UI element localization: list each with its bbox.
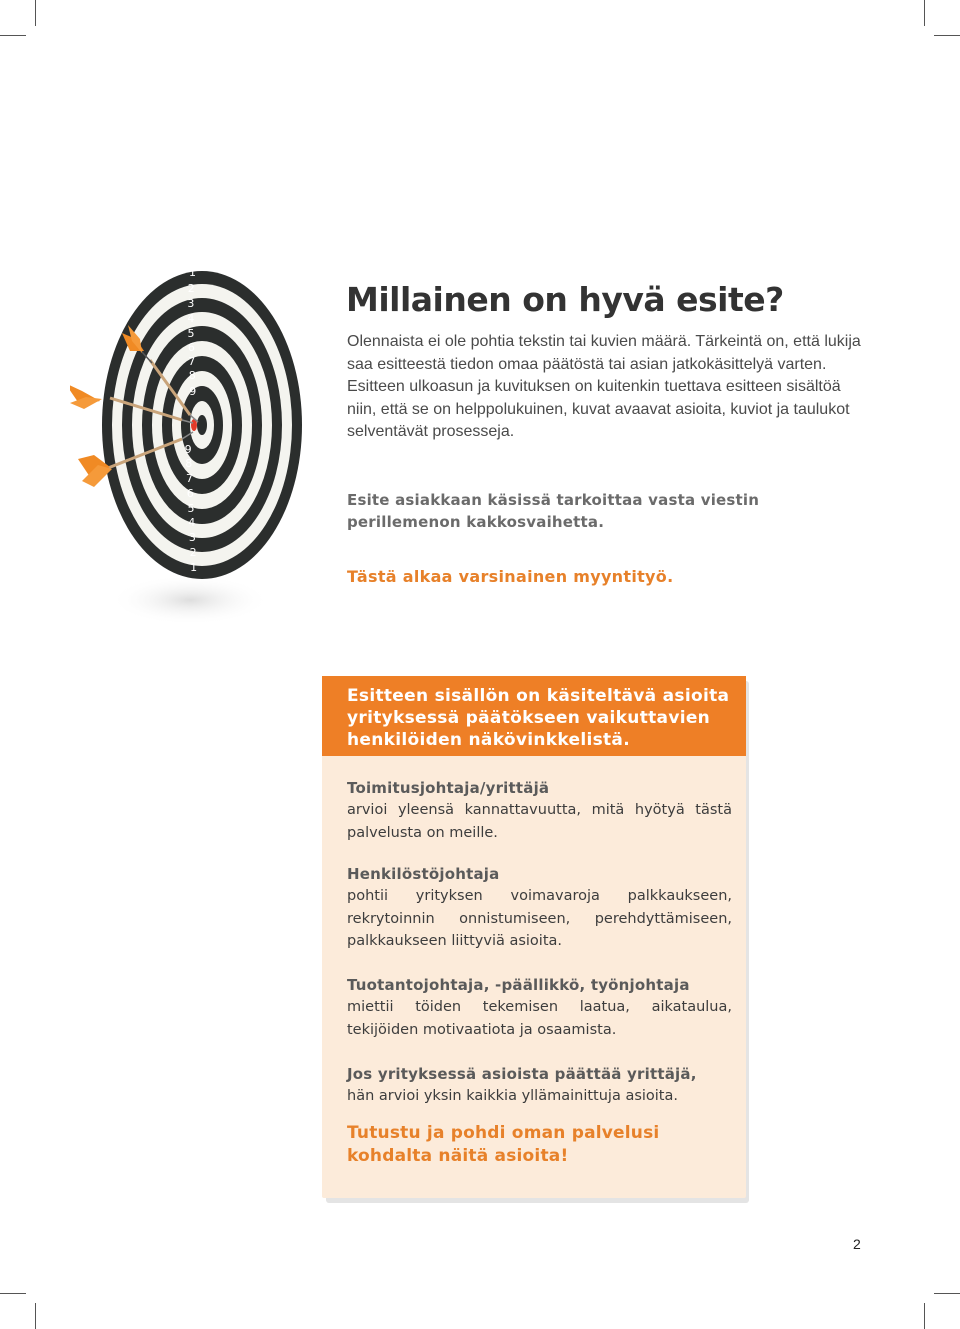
role-block-ceo [347,777,732,844]
role-text: hän arvioi yksin kaikkia yllämainittuja asioita. [347,1088,678,1104]
dartboard-illustration [70,255,340,635]
crop-mark [0,1293,26,1294]
info-box-heading: Esitteen sisällön on käsiteltävä asioita yrityksessä päätökseen vaikuttavien henkilöiden näkövinkkelistä. [347,686,730,750]
role-text: pohtii yrityksen voimavaroja palkkaukseen, rekrytoinnin onnistumiseen, perehdyttämiseen, palkkaukseen liittyviä asioita. [347,888,732,949]
board-number-bottom-0: 9 [184,443,192,456]
role-title: Henkilöstöjohtaja [347,865,500,883]
crop-mark [0,35,26,36]
role-block-hr [347,863,732,953]
crop-mark [924,1303,925,1329]
board-number-bottom-8: 1 [190,561,198,574]
board-number-top-7: 8 [188,369,196,382]
board-number-top-4: 5 [187,327,195,340]
role-title: Tuotantojohtaja, -päällikkö, työnjohtaja [347,976,690,994]
board-number-top-0: 1 [189,266,196,279]
crop-mark [35,0,36,26]
board-rings [102,271,302,579]
board-number-top-6: 7 [188,355,196,368]
role-text: arvioi yleensä kannattavuutta, mitä hyötyä tästä palvelusta on meille. [347,802,732,841]
role-text: miettii töiden tekemisen laatua, aikataulua, tekijöiden motivaatiota ja osaamista. [347,999,732,1038]
role-block-entrepreneur [347,1063,732,1108]
info-box-header [322,676,746,756]
info-box [322,676,746,1198]
crop-mark [924,0,925,26]
crop-mark [934,35,960,36]
intro-paragraph: Olennaista ei ole pohtia tekstin tai kuvien määrä. Tärkeintä on, että lukija saa esitteestä tiedon omaa päätöstä tai asian jatkokäsittelyä varten. Esitteen ulkoasun ja kuvituksen on kuitenkin tuettava esitteen sisältöä niin, että se on helppolukuinen, kuvat avaavat asioita, kuviot ja taulukot selventävät prosesseja. [347,333,861,440]
board-number-bottom-1: 8 [185,457,193,470]
crop-mark [35,1303,36,1329]
role-block-production [347,974,732,1041]
board-number-bottom-5: 4 [188,516,196,529]
board-number-top-8: 9 [189,385,197,398]
board-shadow [110,575,270,625]
board-number-bottom-7: 2 [189,546,197,559]
crop-mark [934,1293,960,1294]
board-number-bottom-6: 3 [188,531,196,544]
role-title: Jos yrityksessä asioista päättää yrittäjä, [347,1065,697,1083]
page-number: 2 [853,1236,861,1252]
board-number-top-5: 6 [187,341,195,354]
emphasis-statement: Esite asiakkaan käsissä tarkoittaa vasta viestin perillemenon kakkosvaihetta. [347,491,760,531]
board-number-top-2: 3 [187,297,195,310]
closing-call-to-action: Tutustu ja pohdi oman palvelusi kohdalta näitä asioita! [347,1123,660,1166]
board-number-bottom-3: 6 [186,487,194,500]
board-number-bottom-4: 5 [187,502,195,515]
board-number-bottom-2: 7 [186,472,193,485]
page-title: Millainen on hyvä esite? [346,280,784,319]
sales-statement: Tästä alkaa varsinainen myyntityö. [347,567,674,586]
board-number-top-3: 4 [187,312,195,325]
role-title: Toimitusjohtaja/yrittäjä [347,779,550,797]
board-number-top-1: 2 [187,282,195,295]
